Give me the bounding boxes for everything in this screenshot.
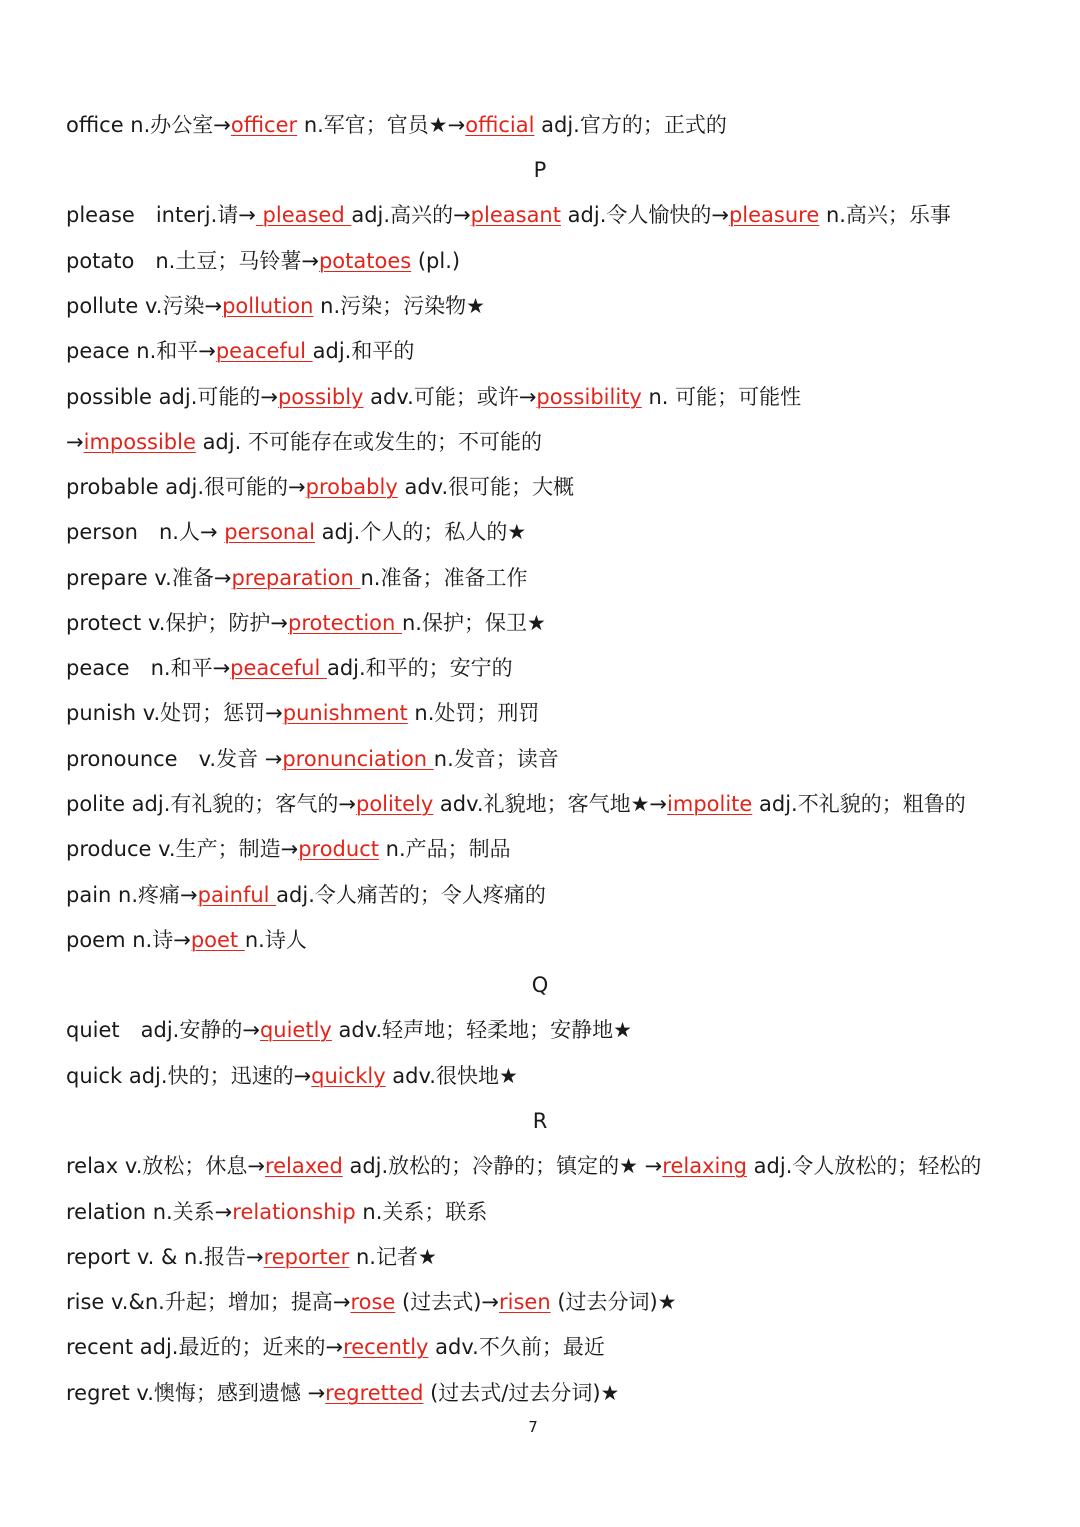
section-letter-heading: Q — [531, 973, 549, 997]
entry-text: n.关系；联系 — [355, 1200, 488, 1224]
entry-text: adv.很可能；大概 — [397, 475, 575, 499]
vocab-entry — [66, 563, 1020, 593]
vocab-entry — [66, 1242, 1020, 1272]
page-number: 7 — [528, 1418, 538, 1436]
entry-text: n.军官；官员★→ — [297, 113, 466, 137]
derived-word: rose — [350, 1290, 396, 1314]
vocab-entry — [66, 291, 1020, 321]
entry-text: adv.不久前；最近 — [428, 1335, 605, 1359]
entry-text: n.处罚；刑罚 — [407, 701, 540, 725]
entry-text: adj.令人放松的；轻松的 — [746, 1154, 982, 1178]
entry-text: n.记者★ — [349, 1245, 437, 1269]
vocab-entry — [66, 427, 1020, 457]
entry-text: adj.和平的 — [312, 339, 415, 363]
vocab-entry — [66, 1015, 1020, 1045]
entry-text: adv.轻声地；轻柔地；安静地★ — [331, 1018, 632, 1042]
vocab-entry — [66, 110, 1020, 140]
vocab-entry — [66, 200, 1020, 230]
derived-word: officer — [230, 113, 298, 137]
entry-text: adv.可能；或许→ — [363, 385, 537, 409]
vocab-entry — [66, 517, 1020, 547]
derived-word: impossible — [83, 430, 196, 454]
entry-text: n.诗人 — [244, 928, 307, 952]
derived-word: punishment — [282, 701, 408, 725]
vocab-entry — [66, 698, 1020, 728]
entry-text: adj.官方的；正式的 — [534, 113, 727, 137]
derived-word: poet — [190, 928, 245, 952]
vocab-entry — [66, 880, 1020, 910]
derived-word: official — [465, 113, 535, 137]
entry-text: adj.个人的；私人的★ — [314, 520, 527, 544]
entry-text: peace n.和平→ — [66, 339, 216, 363]
entry-text: probable adj.很可能的→ — [66, 475, 306, 499]
entry-text: peace n.和平→ — [66, 656, 231, 680]
derived-word: painful — [197, 883, 277, 907]
entry-text: (过去式)→ — [395, 1290, 499, 1314]
derived-word: peaceful — [230, 656, 327, 680]
derived-word: preparation — [231, 566, 361, 590]
entry-text: adv.礼貌地；客气地★→ — [433, 792, 668, 816]
vocab-entry — [66, 1287, 1020, 1317]
entry-text: adv.很快地★ — [385, 1064, 518, 1088]
vocab-entry — [66, 1197, 1020, 1227]
derived-word: probably — [305, 475, 398, 499]
entry-text: punish v.处罚；惩罚→ — [66, 701, 283, 725]
derived-word: risen — [499, 1290, 551, 1314]
entry-text: relation n.关系→ — [66, 1200, 233, 1224]
entry-text: adj.和平的；安宁的 — [326, 656, 513, 680]
entry-text: polite adj.有礼貌的；客气的→ — [66, 792, 356, 816]
section-letter-heading: P — [533, 158, 547, 182]
derived-word: possibly — [277, 385, 364, 409]
derived-word: relationship — [232, 1200, 356, 1224]
entry-text: (pl.) — [411, 249, 461, 273]
derived-word: quickly — [311, 1064, 386, 1088]
derived-word: relaxing — [662, 1154, 747, 1178]
vocab-entry — [66, 789, 1020, 819]
derived-word: personal — [224, 520, 315, 544]
derived-word: quietly — [259, 1018, 332, 1042]
vocab-entry — [66, 1378, 1020, 1408]
vocab-entry — [66, 653, 1020, 683]
entry-text: recent adj.最近的；近来的→ — [66, 1335, 344, 1359]
section-letter-heading: R — [532, 1109, 548, 1133]
vocab-entry — [66, 925, 1020, 955]
entry-text: n.保护；保卫★ — [401, 611, 546, 635]
entry-text: adj.不礼貌的；粗鲁的 — [752, 792, 966, 816]
derived-word: pollution — [222, 294, 314, 318]
entry-text: produce v.生产；制造→ — [66, 837, 299, 861]
vocab-entry — [66, 744, 1020, 774]
entry-text: (过去式/过去分词)★ — [423, 1381, 620, 1405]
entry-text: (过去分词)★ — [550, 1290, 677, 1314]
entry-text: poem n.诗→ — [66, 928, 191, 952]
entry-text: potato n.土豆；马铃薯→ — [66, 249, 319, 273]
derived-word: potatoes — [318, 249, 412, 273]
derived-word: product — [298, 837, 379, 861]
entry-text: office n.办公室→ — [66, 113, 231, 137]
entry-text: protect v.保护；防护→ — [66, 611, 289, 635]
entry-text: pain n.疼痛→ — [66, 883, 198, 907]
vocab-entry — [66, 608, 1020, 638]
entry-text: adj. 不可能存在或发生的；不可能的 — [195, 430, 542, 454]
vocab-entry — [66, 1061, 1020, 1091]
derived-word: pleased — [255, 203, 352, 227]
entry-text: please interj.请→ — [66, 203, 256, 227]
entry-text: n.高兴；乐事 — [819, 203, 951, 227]
derived-word: recently — [343, 1335, 429, 1359]
derived-word: pronunciation — [282, 747, 434, 771]
entry-text: adj.令人痛苦的；令人疼痛的 — [276, 883, 546, 907]
entry-text: regret v.懊悔；感到遗憾 → — [66, 1381, 326, 1405]
vocab-entry — [66, 246, 1020, 276]
entry-text: pollute v.污染→ — [66, 294, 223, 318]
entry-text: rise v.&n.升起；增加；提高→ — [66, 1290, 351, 1314]
derived-word: relaxed — [264, 1154, 343, 1178]
vocab-entry — [66, 1332, 1020, 1362]
derived-word: pleasure — [728, 203, 820, 227]
entry-text: n.污染；污染物★ — [313, 294, 485, 318]
entry-text: pronounce v.发音 → — [66, 747, 283, 771]
entry-text: adj.令人愉快的→ — [560, 203, 729, 227]
derived-word: possibility — [536, 385, 642, 409]
derived-word: impolite — [667, 792, 753, 816]
entry-text: prepare v.准备→ — [66, 566, 232, 590]
entry-text: person n.人→ — [66, 520, 225, 544]
vocab-entry — [66, 336, 1020, 366]
vocab-entry — [66, 382, 1020, 412]
entry-text: quick adj.快的；迅速的→ — [66, 1064, 312, 1088]
entry-text: n. 可能；可能性 — [641, 385, 802, 409]
vocab-entry — [66, 472, 1020, 502]
vocab-entry — [66, 834, 1020, 864]
derived-word: pleasant — [470, 203, 561, 227]
vocab-entry — [66, 1151, 1020, 1181]
derived-word: politely — [355, 792, 434, 816]
entry-text: quiet adj.安静的→ — [66, 1018, 260, 1042]
derived-word: regretted — [325, 1381, 424, 1405]
entry-text: adj.高兴的→ — [351, 203, 471, 227]
derived-word: protection — [288, 611, 402, 635]
entry-text: → — [66, 430, 84, 454]
entry-text: relax v.放松；休息→ — [66, 1154, 265, 1178]
derived-word: reporter — [263, 1245, 350, 1269]
entry-text: n.准备；准备工作 — [360, 566, 528, 590]
entry-text: adj.放松的；冷静的；镇定的★ → — [342, 1154, 663, 1178]
entry-text: possible adj.可能的→ — [66, 385, 278, 409]
entry-text: report v. & n.报告→ — [66, 1245, 264, 1269]
derived-word: peaceful — [215, 339, 313, 363]
entry-text: n.发音；读音 — [433, 747, 559, 771]
entry-text: n.产品；制品 — [378, 837, 511, 861]
